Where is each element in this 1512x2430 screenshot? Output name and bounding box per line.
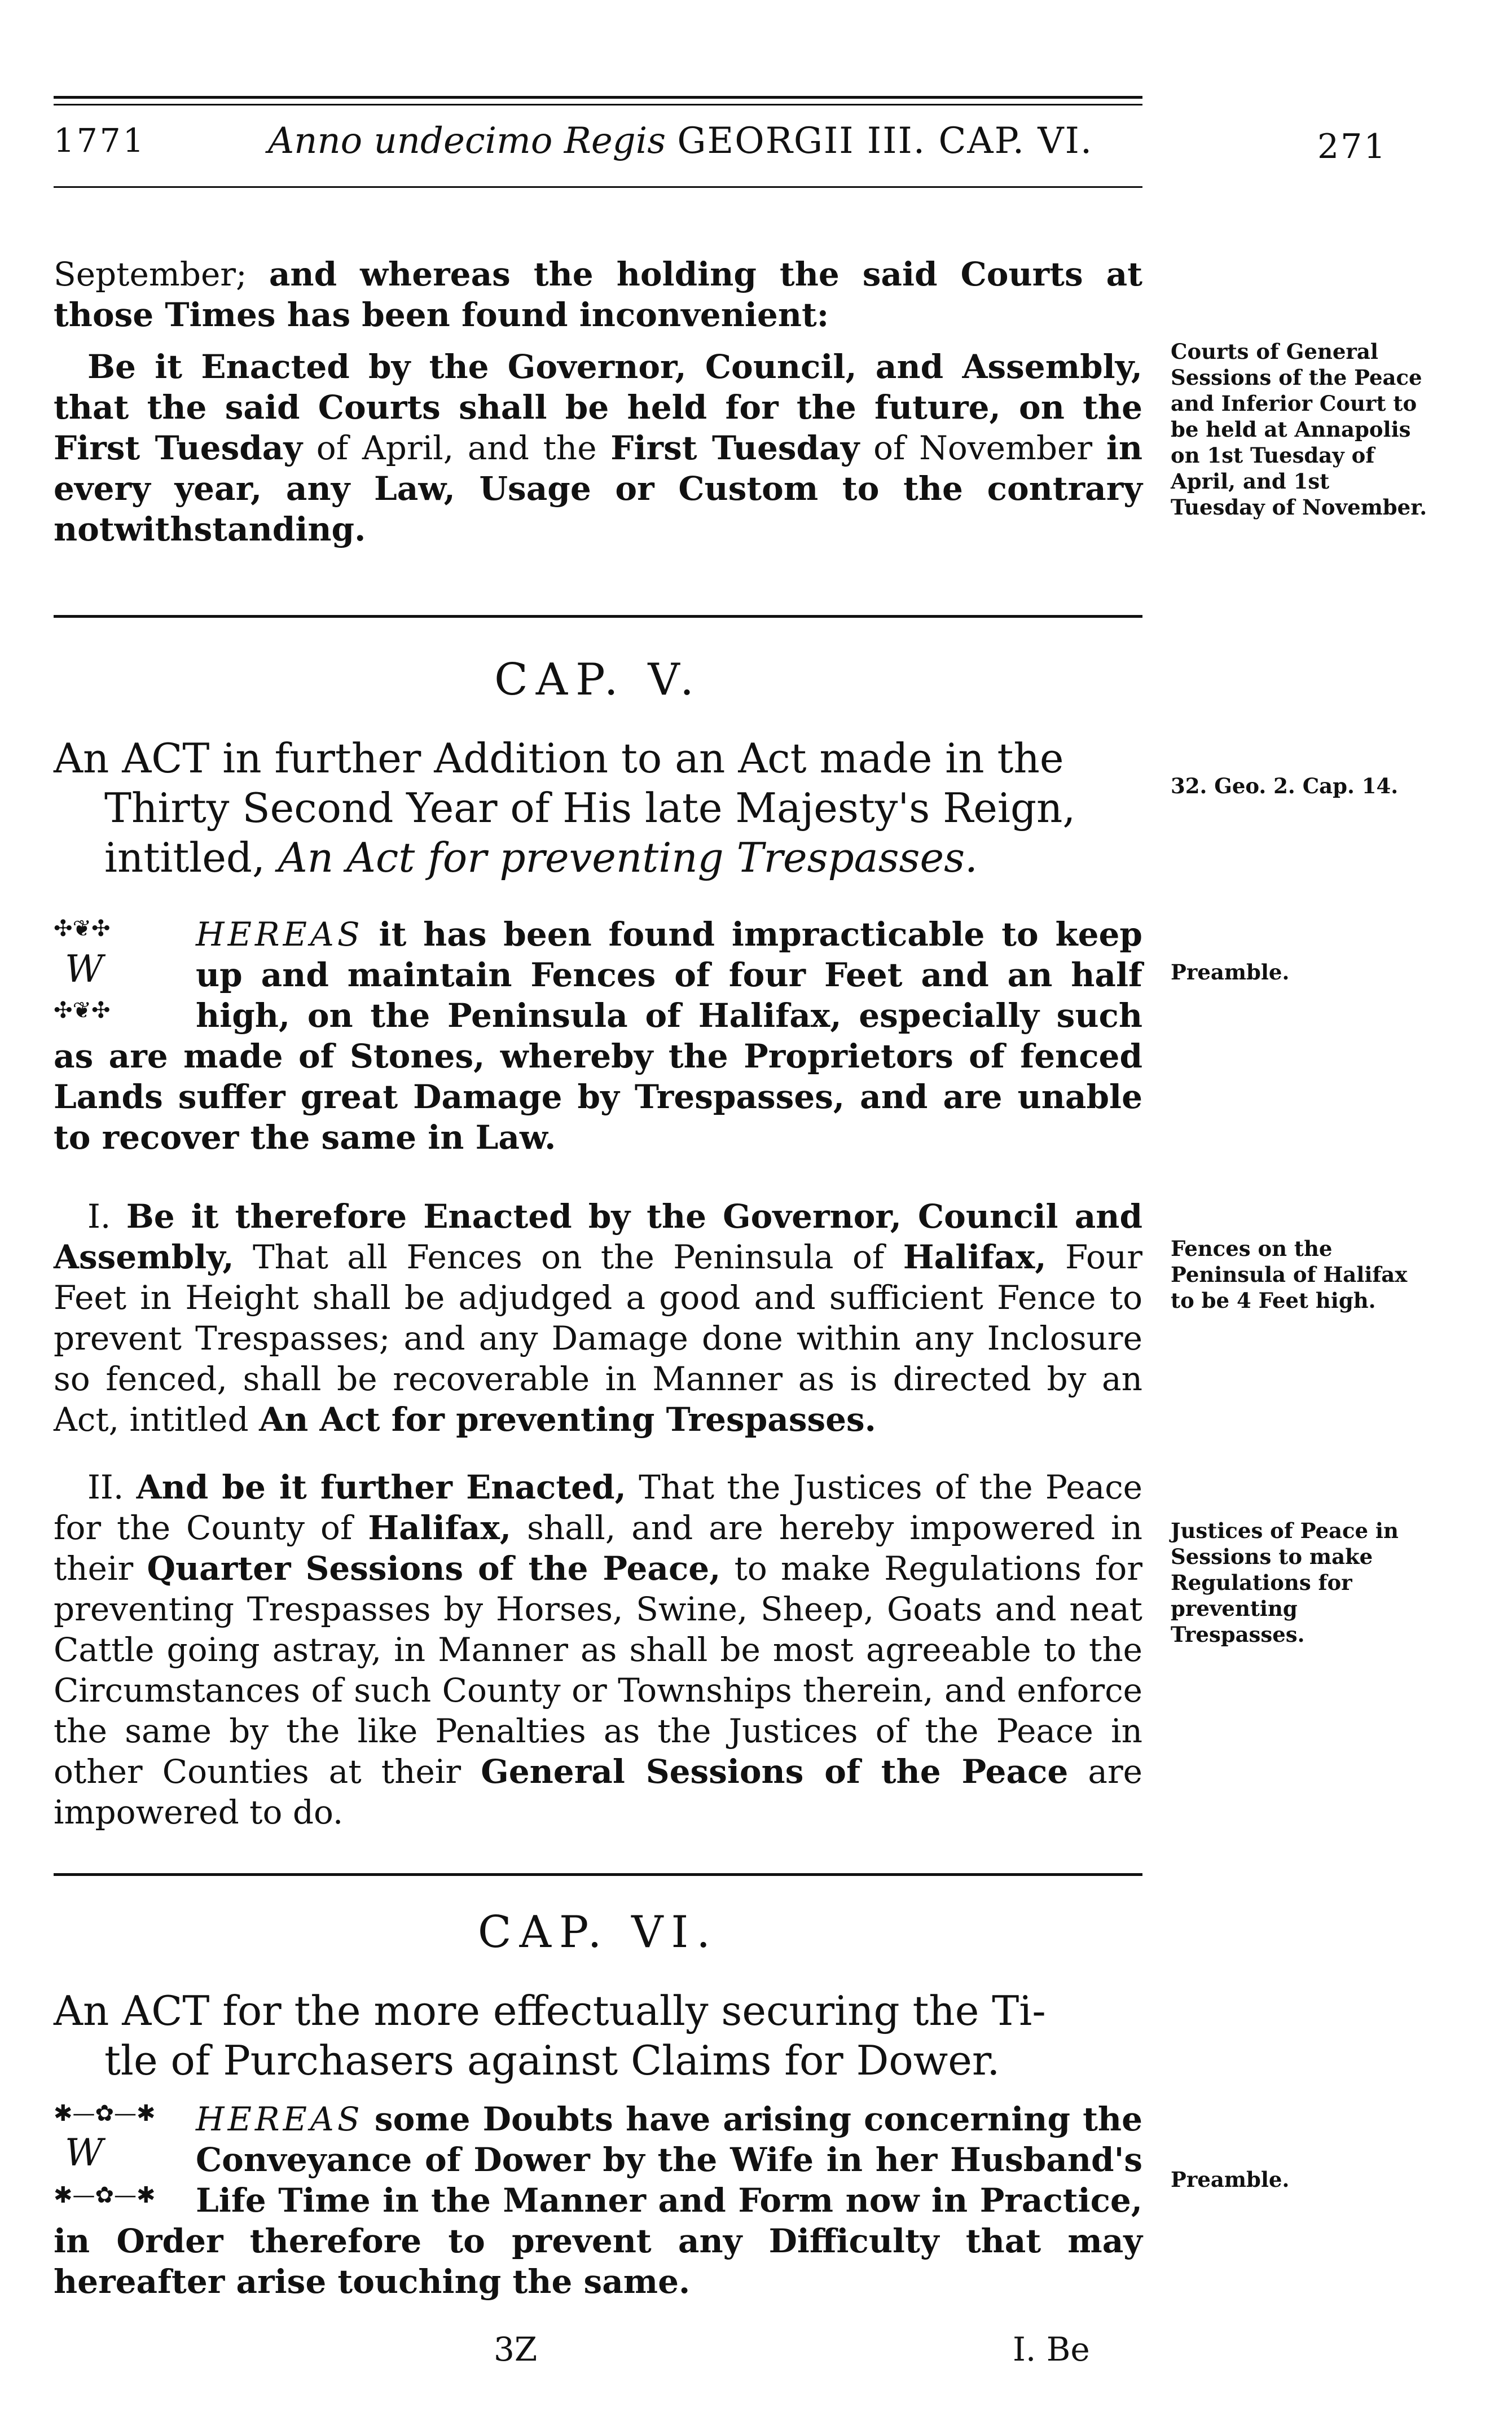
year: 1771	[54, 121, 146, 160]
margin-preamble-6: Preamble.	[1171, 2167, 1290, 2192]
cap5-s2-b: shall, and are hereby impowered in their	[54, 1509, 1142, 1588]
cap5-title	[54, 733, 1142, 882]
header-rule	[54, 186, 1142, 188]
ornament-dropcap-icon: ✣❦✣ W ✣❦✣	[54, 916, 111, 1023]
cap6-title-line2: tle of Purchasers against Claims for Dower.	[104, 2037, 1000, 2084]
running-title-king: GEORGII III. CAP. VI.	[677, 120, 1093, 162]
ornament-dropcap-icon-2: ✱—✿—✱ W ✱—✿—✱	[54, 2101, 156, 2208]
cap5-s1-halifax: Halifax,	[903, 1238, 1047, 1276]
cap5-s2-e: General Sessions of the Peace	[481, 1752, 1069, 1791]
margin-note-courts: Courts of General Sessions of the Peace and Inferior Court to be held at Annapolis on 1st Tuesday of April, and 1st Tuesday of November.	[1171, 339, 1427, 520]
cap6-preamble-body: some Doubts have arising concerning the Conveyance of Dower by the Wife in her Husband's Life Time in the Manner and Form now in Practice, in Order therefore to prevent any Difficulty that may hereafter arise touching the same.	[54, 2100, 1142, 2301]
para-enacted-e: in every year, any Law, Usage or Custom to the contrary notwithstanding.	[54, 429, 1143, 548]
cap5-preamble	[54, 914, 1142, 1158]
page-number: 271	[1317, 127, 1387, 166]
cap6-title-line1: An ACT for the more effectually securing the Ti-	[54, 1987, 1046, 2034]
para-september-text: and whereas the holding the said Courts at those Times has been found inconvenient:	[54, 255, 1143, 334]
para-enacted	[54, 346, 1142, 550]
cap5-s2-label: II.	[87, 1468, 124, 1506]
signature-mark: 3Z	[494, 2330, 538, 2369]
para-september-lead: September;	[54, 255, 247, 293]
cap6-title	[54, 1986, 1142, 2085]
cap5-s2-halifax: Halifax,	[368, 1509, 512, 1547]
cap5-s2-d: to make Regulations for preventing Trespasses by Horses, Swine, Sheep, Goats and neat Cattle going astray, in Manner as shall be most agreeable to the Circumstances of such County or Townships therein, and enforce the same by the like Penalties as the Justices of the Peace in other Counties at their	[54, 1549, 1142, 1791]
running-title-prefix: Anno undecimo Regis	[268, 120, 666, 162]
cap6-preamble-text	[54, 2099, 1142, 2302]
page-footer	[54, 2330, 1142, 2375]
para-enacted-d: of November	[873, 429, 1093, 467]
para-september	[54, 254, 1142, 335]
running-title	[268, 120, 1093, 162]
cap5-s2-c: Quarter Sessions of the Peace,	[147, 1549, 721, 1588]
cap5-s1-text	[54, 1196, 1142, 1440]
para-enacted-a: Be it Enacted by the Governor, Council, and Assembly, that the said Courts shall be held for the future, on the First Tuesday	[54, 348, 1142, 467]
cap5-s1-c: An Act for preventing Trespasses.	[259, 1400, 876, 1439]
cap5-s1-a: That all Fences on the Peninsula of	[252, 1238, 885, 1276]
margin-fences: Fences on the Peninsula of Halifax to be 4 Feet high.	[1171, 1236, 1408, 1313]
cap5-title-line2: Thirty Second Year of His late Majesty's Reign,	[104, 784, 1076, 832]
cap5-s2-a: That the Justices of the Peace for the County of	[54, 1468, 1143, 1547]
cap6-preamble	[54, 2099, 1142, 2302]
margin-preamble-5: Preamble.	[1171, 960, 1290, 985]
para-enacted-c: First Tuesday	[610, 429, 860, 467]
running-head	[54, 116, 1419, 178]
cap6-heading: CAP. VI.	[477, 1907, 719, 1958]
cap5-s2-text	[54, 1467, 1142, 1833]
margin-justices: Justices of Peace in Sessions to make Regulations for preventing Trespasses.	[1171, 1518, 1399, 1647]
cap5-section2	[54, 1467, 1142, 1833]
cap5-s1-label: I.	[87, 1197, 111, 1236]
top-rule	[54, 96, 1142, 99]
cap5-section1	[54, 1196, 1142, 1440]
dropcap: W	[65, 947, 103, 991]
section-rule-1	[54, 615, 1142, 618]
section-continuation	[54, 254, 1142, 550]
cap5-preamble-text	[54, 914, 1142, 1158]
cap6-preamble-whereas: HEREAS	[196, 2100, 363, 2138]
dropcap-2: W	[65, 2131, 103, 2174]
cap5-s2-f: are impowered to do.	[54, 1752, 1143, 1831]
catchword: I. Be	[1013, 2330, 1090, 2369]
section-rule-2	[54, 1873, 1142, 1876]
cap5-s1-enacting: Be it therefore Enacted by the Governor, Council and Assembly,	[54, 1197, 1142, 1276]
para-enacted-b: of April, and the	[316, 429, 597, 467]
cap5-title-line3-b: An Act for preventing Trespasses.	[278, 834, 978, 881]
cap5-title-line3	[54, 833, 1142, 882]
cap5-title-line1: An ACT in further Addition to an Act made in the	[54, 735, 1064, 782]
cap5-s1-b: Four Feet in Height shall be adjudged a good and sufficient Fence to prevent Trespasses; and any Damage done within any Inclosure so fenced, shall be recoverable in Manner as is directed by an Act, intitled	[54, 1238, 1143, 1439]
cap5-title-line3-a: intitled,	[104, 834, 265, 881]
cap5-heading: CAP. V.	[494, 654, 702, 705]
margin-note-geo: 32. Geo. 2. Cap. 14.	[1171, 774, 1399, 798]
cap5-preamble-body: it has been found impracticable to keep up and maintain Fences of four Feet and an half high, on the Peninsula of Halifax, especially such as are made of Stones, whereby the Proprietors of fenced Lands suffer great Damage by Trespasses, and are unable to recover the same in Law.	[54, 915, 1142, 1157]
cap5-preamble-whereas: HEREAS	[196, 915, 363, 953]
cap5-s2-enacting: And be it further Enacted,	[136, 1468, 626, 1506]
